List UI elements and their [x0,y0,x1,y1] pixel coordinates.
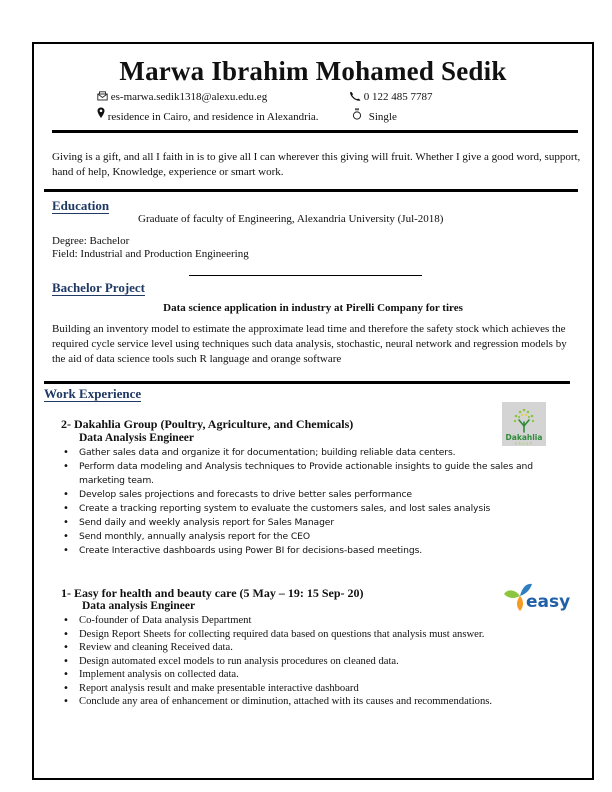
list-item: • Design automated excel models to run analysis procedures on cleaned data. [61,655,581,669]
marital-status-line [352,108,397,123]
education-graduate-line: Graduate of faculty of Engineering, Alexandria University (Jul-2018) [138,213,444,225]
list-item: • Co-founder of Data analysis Department [61,614,581,628]
dakahlia-bullet-list [61,446,561,558]
education-field: Field: Industrial and Production Engineering [52,248,249,260]
bachelor-project-heading: Bachelor Project [52,280,146,295]
list-item: • Create Interactive dashboards using Power BI for decisions-based meetings. [61,544,561,558]
job-company-easy: 1- Easy for health and beauty care (5 May – 19: 15 Sep- 20) [61,586,364,600]
email-icon [97,91,108,104]
list-item: • Design Report Sheets for collecting required data based on questions that analysis must answer. [61,628,581,642]
job-role-easy: Data analysis Engineer [82,600,196,612]
job-company-dakahlia: 2- Dakahlia Group (Poultry, Agriculture, and Chemicals) [61,417,354,431]
bachelor-project-title: Data science application in industry at Pirelli Company for tires [163,302,463,314]
list-item: • Review and cleaning Received data. [61,641,581,655]
summary-text: Giving is a gift, and all I faith in is to give all I can wherever this giving will fruit. Whether I give a good word, support, hand of help, Knowledge, experience or smart work. [52,151,581,178]
education-degree: Degree: Bachelor [52,235,130,247]
phone-icon [349,91,361,104]
dakahlia-logo [502,402,546,446]
svg-text:Dakahlia: Dakahlia [505,433,543,442]
residence-line [97,108,319,122]
list-item: • Report analysis result and make presentable interactive dashboard [61,682,581,696]
list-item: • Perform data modeling and Analysis techniques to Provide actionable insights to guide the sales and marketing team. [61,460,561,488]
list-item: • Send monthly, annually analysis report for the CEO [61,530,561,544]
email-text[interactable]: es-marwa.sedik1318@alexu.edu.eg [110,91,268,104]
phone-text[interactable]: 0 122 485 7787 [363,91,433,104]
candidate-name: Marwa Ibrahim Mohamed Sedik [119,56,507,86]
email-line [97,91,267,104]
bachelor-project-description: Building an inventory model to estimate the approximate lead time and therefore the safety stock which achieves the required cycle service level using techniques such data analysis, stochastic, neural network and regression models by the aid of data science tools such R language and orange software [52,323,567,365]
list-item: • Gather sales data and organize it for documentation; building reliable data centers. [61,446,561,460]
phone-line [349,91,433,104]
marital-status-text: Single [368,111,397,123]
header-divider [52,130,578,133]
list-item: • Implement analysis on collected data. [61,668,581,682]
residence-text: residence in Cairo, and residence in Alexandria. [107,111,319,123]
list-item: • Create a tracking reporting system to evaluate the customers sales, and lost sales analysis [61,502,561,516]
svg-text:GROUP: GROUP [514,441,534,446]
location-pin-icon [97,107,105,122]
easy-swirl-icon [500,580,572,614]
ring-icon [352,108,362,123]
easy-bullet-list [61,614,581,709]
easy-logo [500,580,572,614]
svg-text:easy: easy [526,592,571,612]
tree-icon [502,402,546,446]
list-item: • Send daily and weekly analysis report for Sales Manager [61,516,561,530]
project-divider [44,381,570,384]
work-experience-heading: Work Experience [44,386,142,401]
summary-divider [44,189,578,192]
education-divider [189,275,422,276]
list-item: • Conclude any area of enhancement or diminution, attached with its causes and recommendations. [61,695,581,709]
education-heading: Education [52,198,110,213]
list-item: • Develop sales projections and forecasts to drive better sales performance [61,488,561,502]
job-role-dakahlia: Data Analysis Engineer [79,432,195,444]
